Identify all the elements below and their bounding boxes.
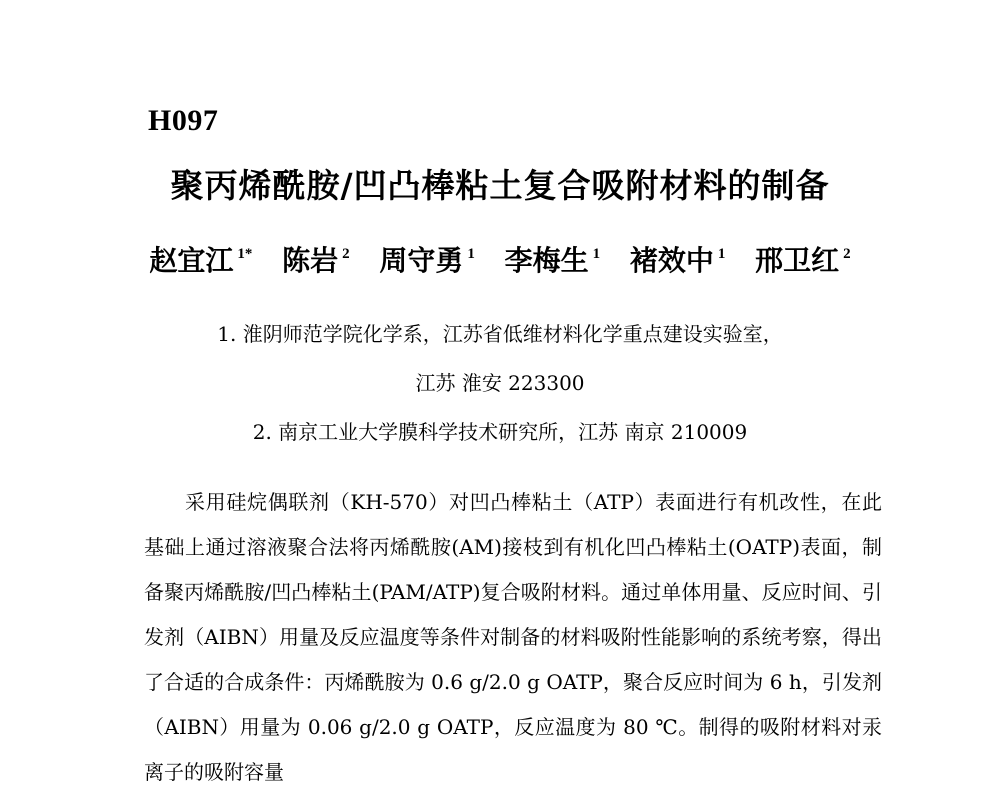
author bbox=[755, 244, 851, 278]
author bbox=[282, 244, 350, 278]
paper-code: H097 bbox=[148, 104, 219, 137]
author-affiliation-mark: 2 bbox=[843, 245, 851, 262]
author-name: 陈岩 bbox=[282, 244, 339, 277]
author bbox=[379, 244, 475, 278]
abstract-paragraph: 采用硅烷偶联剂（KH-570）对凹凸棒粘土（ATP）表面进行有机改性，在此基础上通过溶液聚合法将丙烯酰胺(AM)接枝到有机化凹凸棒粘土(OATP)表面，制备聚丙烯酰胺/凹凸棒粘土(PAM/ATP)复合吸附材料。通过单体用量、反应时间、引发剂（AIBN）用量及反应温度等条件对制备的材料吸附性能影响的系统考察，得出了合适的合成条件：丙烯酰胺为 0.6 g/2.0 g OATP，聚合反应时间为 6 h，引发剂（AIBN）用量为 0.06 g/2.0 g OATP，反应温度为 80 ℃。制得的吸附材料对汞离子的吸附容量 bbox=[144, 490, 882, 784]
author-name: 周守勇 bbox=[379, 244, 464, 277]
affiliation-1-line-2: 江苏 淮安 223300 bbox=[415, 371, 585, 395]
author-name: 李梅生 bbox=[504, 244, 589, 277]
author-affiliation-mark: 1 bbox=[467, 245, 475, 262]
author-list bbox=[0, 244, 1000, 278]
author bbox=[505, 244, 601, 278]
author-name: 褚效中 bbox=[629, 244, 714, 277]
affiliation-1-line-1: 1. 淮阴师范学院化学系，江苏省低维材料化学重点建设实验室， bbox=[217, 322, 783, 346]
paper-title: 聚丙烯酰胺/凹凸棒粘土复合吸附材料的制备 bbox=[170, 166, 830, 205]
author-affiliation-mark: 1* bbox=[237, 245, 253, 262]
author-name: 邢卫红 bbox=[755, 244, 840, 277]
author-affiliation-mark: 2 bbox=[342, 245, 350, 262]
author-affiliation-mark: 1 bbox=[717, 245, 726, 262]
author bbox=[630, 244, 726, 278]
author bbox=[149, 244, 252, 278]
author-affiliation-mark: 1 bbox=[592, 245, 601, 262]
affiliation-2: 2. 南京工业大学膜科学技术研究所，江苏 南京 210009 bbox=[252, 420, 748, 444]
author-name: 赵宜江 bbox=[149, 244, 234, 277]
